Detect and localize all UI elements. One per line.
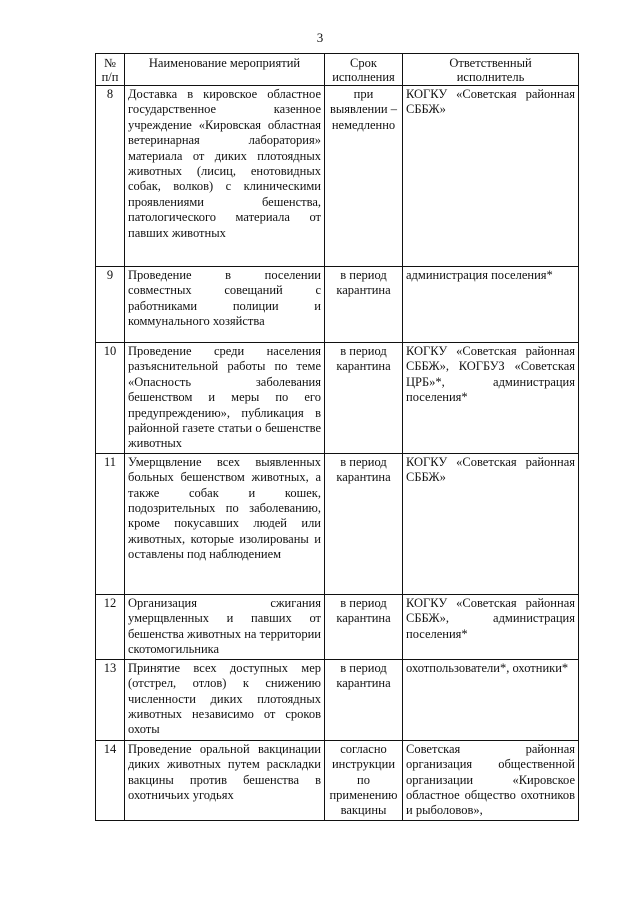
measure-term: при выявлении – немедленно [325, 86, 403, 267]
measures-table [95, 53, 579, 821]
header-num: № п/п [96, 54, 125, 86]
measure-name: Доставка в кировское областное государственное казенное учреждение «Кировская областная ветеринарная лаборатория» материала от диких плотоядных животных (лисиц, енотовидных собак, волков) с клиническими проявлениями бешенства, патологического материала от павших животных [125, 86, 325, 267]
measure-name: Проведение среди населения разъяснительной работы по теме «Опасность заболевания бешенством и меры по его предупреждению», публикация в районной газете статьи о бешенстве животных [125, 343, 325, 454]
table-row [96, 453, 579, 594]
header-responsible: Ответственный исполнитель [403, 54, 579, 86]
measure-responsible: КОГКУ «Советская районная СББЖ», КОГБУЗ «Советская ЦРБ»*, администрация поселения* [403, 343, 579, 454]
row-number: 9 [96, 267, 125, 343]
measure-name: Умерщвление всех выявленных больных бешенством животных, а также собак и кошек, подозрительных по заболеванию, кроме покусавших людей или животных, которые изолированы и оставлены под наблюдением [125, 453, 325, 594]
measure-term: в период карантина [325, 267, 403, 343]
header-name: Наименование мероприятий [125, 54, 325, 86]
measure-term: в период карантина [325, 659, 403, 740]
table-row [96, 267, 579, 343]
row-number: 14 [96, 740, 125, 820]
measure-term: в период карантина [325, 343, 403, 454]
row-number: 10 [96, 343, 125, 454]
measure-responsible: администрация поселения* [403, 267, 579, 343]
table-row [96, 86, 579, 267]
page-number: 3 [316, 30, 324, 45]
measure-responsible: Советская районная организация общественной организации «Кировское областное общество охотников и рыболовов», [403, 740, 579, 820]
measure-term: в период карантина [325, 594, 403, 659]
measure-name: Проведение оральной вакцинации диких животных путем раскладки вакцины против бешенства в охотничьих угодьях [125, 740, 325, 820]
table-header [96, 54, 579, 86]
table-row [96, 343, 579, 454]
measure-term: в период карантина [325, 453, 403, 594]
measure-name: Проведение в поселении совместных совещаний с работниками полиции и коммунального хозяйства [125, 267, 325, 343]
measure-responsible: КОГКУ «Советская районная СББЖ», администрация поселения* [403, 594, 579, 659]
row-number: 12 [96, 594, 125, 659]
row-number: 13 [96, 659, 125, 740]
row-number: 8 [96, 86, 125, 267]
measure-responsible: охотпользователи*, охотники* [403, 659, 579, 740]
measure-name: Принятие всех доступных мер (отстрел, отлов) к снижению численности диких плотоядных животных независимо от сроков охоты [125, 659, 325, 740]
table-row [96, 740, 579, 820]
row-number: 11 [96, 453, 125, 594]
header-term: Срок исполнения [325, 54, 403, 86]
measure-responsible: КОГКУ «Советская районная СББЖ» [403, 453, 579, 594]
measure-term: согласно инструкции по применению вакцины [325, 740, 403, 820]
table-row [96, 659, 579, 740]
table-row [96, 594, 579, 659]
measure-responsible: КОГКУ «Советская районная СББЖ» [403, 86, 579, 267]
measure-name: Организация сжигания умерщвленных и павших от бешенства животных на территории скотомогильника [125, 594, 325, 659]
